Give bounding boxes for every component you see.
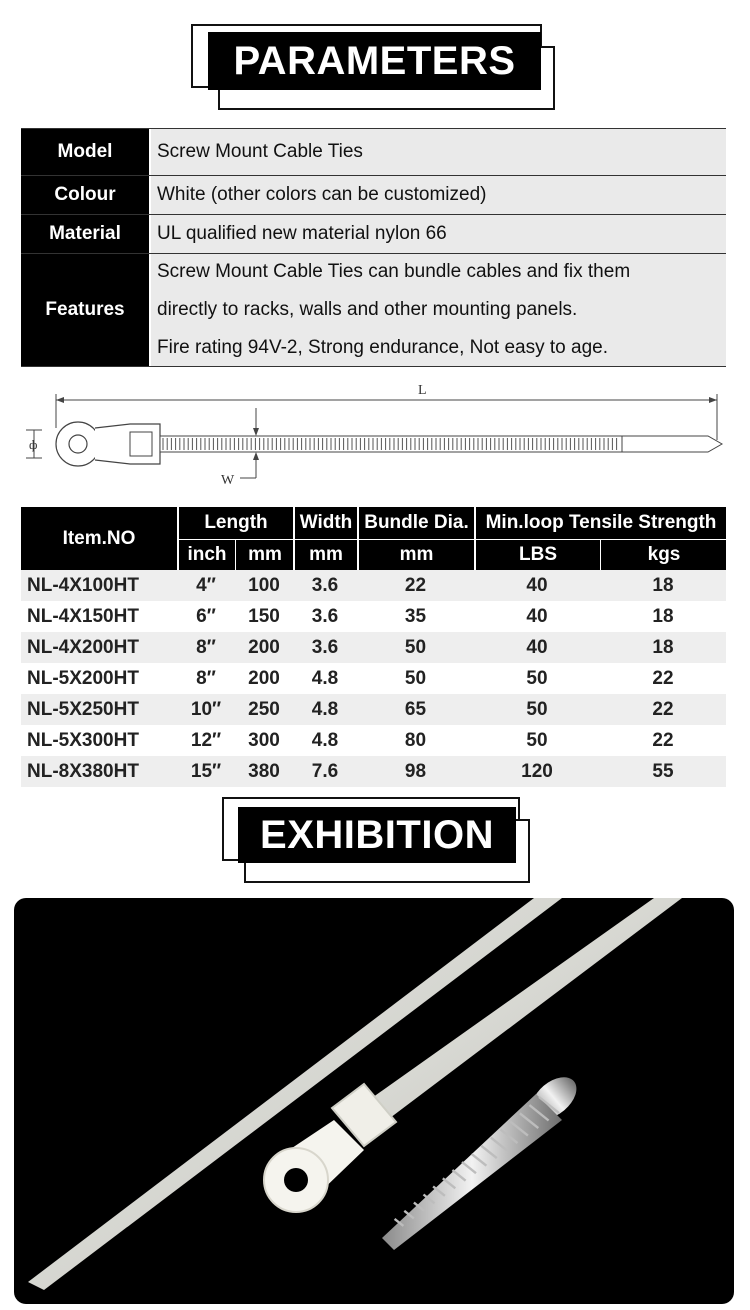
header-divider [179, 539, 726, 540]
spec-table-body [21, 570, 726, 787]
param-value-line: White (other colors can be customized) [157, 184, 487, 205]
header-item: Item.NO [62, 527, 136, 549]
header-mm: mm [248, 544, 282, 565]
cell-inch: 15″ [190, 760, 222, 782]
param-value-line: Fire rating 94V-2, Strong endurance, Not easy to age. [157, 337, 608, 358]
header-bundle-unit: mm [399, 544, 434, 565]
cell-kgs: 22 [652, 729, 674, 751]
param-row-model [21, 129, 726, 176]
cell-lbs: 40 [526, 574, 548, 596]
table-row [21, 725, 726, 756]
cell-width: 3.6 [311, 574, 339, 596]
cell-item: NL-5X300HT [27, 729, 139, 751]
cell-kgs: 18 [652, 605, 674, 627]
cell-lbs: 40 [526, 605, 548, 627]
cell-item: NL-8X380HT [27, 760, 139, 782]
cell-item: NL-5X200HT [27, 667, 139, 689]
cell-inch: 10″ [190, 698, 222, 720]
cell-kgs: 18 [652, 574, 674, 596]
cell-bundle: 35 [404, 605, 427, 627]
header-kgs: kgs [647, 544, 681, 565]
cell-lbs: 40 [526, 636, 548, 658]
cell-kgs: 22 [652, 667, 674, 689]
exhibition-banner [0, 795, 750, 905]
param-row-features [21, 254, 726, 367]
param-key: Model [21, 129, 151, 175]
cell-bundle: 50 [404, 667, 427, 689]
param-key: Colour [21, 176, 151, 214]
cell-mm: 200 [248, 667, 280, 689]
table-row [21, 694, 726, 725]
cell-kgs: 55 [652, 760, 674, 782]
param-value [151, 254, 726, 366]
cell-item: NL-4X150HT [27, 605, 139, 627]
cell-inch: 8″ [196, 667, 216, 689]
cell-item: NL-4X200HT [27, 636, 139, 658]
parameters-banner [0, 0, 750, 110]
cell-mm: 150 [248, 605, 280, 627]
cell-mm: 300 [248, 729, 280, 751]
param-key: Features [21, 254, 151, 366]
header-divider [235, 540, 236, 570]
parameters-title: PARAMETERS [208, 32, 541, 90]
param-value [151, 215, 726, 253]
param-value-line: directly to racks, walls and other mounting panels. [157, 299, 578, 320]
cell-inch: 12″ [190, 729, 222, 751]
spec-table [21, 507, 726, 787]
cell-width: 3.6 [311, 636, 339, 658]
cell-bundle: 80 [404, 729, 427, 751]
table-row [21, 632, 726, 663]
exhibition-title: EXHIBITION [238, 807, 516, 863]
cell-width: 3.6 [311, 605, 339, 627]
product-photo-illustration [14, 898, 734, 1304]
cell-width: 7.6 [311, 760, 339, 782]
product-photo [14, 898, 734, 1304]
cell-width: 4.8 [311, 729, 339, 751]
cell-bundle: 22 [404, 574, 427, 596]
param-value-line: Screw Mount Cable Ties can bundle cables and fix them [157, 261, 631, 282]
spec-table-header [21, 507, 726, 570]
width-label: W [221, 473, 235, 488]
cell-item: NL-4X100HT [27, 574, 139, 596]
param-value-line: UL qualified new material nylon 66 [157, 223, 447, 244]
header-width: Width [299, 512, 353, 533]
header-width-unit: mm [309, 544, 343, 565]
cell-inch: 6″ [196, 605, 216, 627]
cell-bundle: 65 [404, 698, 427, 720]
header-bundle: Bundle Dia. [364, 512, 469, 533]
cell-inch: 8″ [196, 636, 216, 658]
cell-mm: 380 [248, 760, 280, 782]
param-row-colour [21, 176, 726, 215]
cell-kgs: 18 [652, 636, 674, 658]
header-length: Length [204, 512, 268, 533]
param-row-material [21, 215, 726, 254]
table-row [21, 756, 726, 787]
cell-bundle: 50 [404, 636, 427, 658]
cell-lbs: 50 [526, 667, 548, 689]
table-row [21, 570, 726, 601]
cell-mm: 250 [248, 698, 280, 720]
cell-width: 4.8 [311, 698, 339, 720]
parameters-table [21, 128, 726, 367]
param-key: Material [21, 215, 151, 253]
table-row [21, 663, 726, 694]
cell-kgs: 22 [652, 698, 674, 720]
cell-mm: 100 [248, 574, 280, 596]
length-label: L [418, 383, 427, 398]
diameter-label: ф [29, 437, 38, 452]
header-tensile: Min.loop Tensile Strength [485, 512, 717, 533]
cell-width: 4.8 [311, 667, 339, 689]
table-row [21, 601, 726, 632]
param-value-line: Screw Mount Cable Ties [157, 141, 363, 162]
cell-inch: 4″ [196, 574, 216, 596]
header-divider [600, 540, 601, 570]
cell-mm: 200 [248, 636, 280, 658]
param-value [151, 176, 726, 214]
cell-lbs: 50 [526, 729, 548, 751]
cell-bundle: 98 [404, 760, 427, 782]
cable-tie-drawing [20, 378, 730, 488]
cell-lbs: 120 [521, 760, 553, 782]
header-lbs: LBS [519, 544, 557, 565]
cell-item: NL-5X250HT [27, 698, 139, 720]
param-value [151, 129, 726, 175]
header-inch: inch [187, 544, 227, 565]
cell-lbs: 50 [526, 698, 548, 720]
